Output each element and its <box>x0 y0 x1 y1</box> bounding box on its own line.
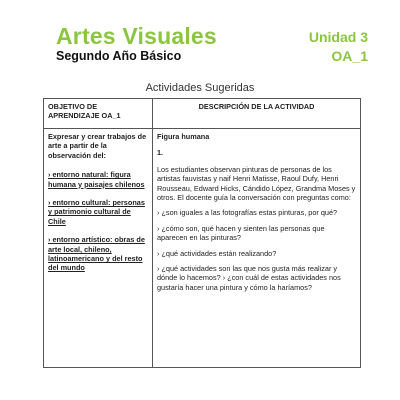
activity-question: › ¿cómo son, qué hacen y sienten las personas que aparecen en las pinturas? <box>157 223 325 243</box>
section-title: Actividades Sugeridas <box>145 82 255 94</box>
objective-intro: Expresar y crear trabajos de arte a partir de la observación del: <box>48 132 147 160</box>
unit-label: Unidad 3 <box>308 29 368 45</box>
oa-label: OA_1 <box>331 48 368 64</box>
activity-table <box>43 98 361 368</box>
table-row <box>44 129 361 368</box>
description-column-header: DESCRIPCIÓN DE LA ACTIVIDAD <box>153 99 361 129</box>
activity-question: › ¿qué actividades son las que nos gusta más realizar y dónde lo hacemos? › ¿con cuál de estas actividades nos gustaría hacer una pintura y cómo la haríamos? <box>157 264 341 292</box>
activity-title: Figura humana <box>157 132 210 141</box>
page-subtitle: Segundo Año Básico <box>56 49 182 63</box>
page-header <box>56 24 368 64</box>
activity-question: › ¿son iguales a las fotografías estas pinturas, por qué? <box>157 208 338 218</box>
objective-item[interactable] <box>48 170 148 189</box>
objective-item[interactable] <box>48 235 148 273</box>
objective-cell <box>44 129 153 368</box>
table-header-row <box>44 99 361 129</box>
objective-item-label[interactable]: › entorno artístico: obras de arte local, chileno, latinoamericano y del resto del mundo <box>48 235 145 273</box>
description-cell <box>153 129 361 368</box>
objective-item[interactable] <box>48 198 148 226</box>
objective-item-label[interactable]: › entorno natural: figura humana y paisajes chilenos <box>48 170 145 189</box>
objective-item-label[interactable]: › entorno cultural: personas y patrimonio cultural de Chile <box>48 198 145 226</box>
activity-paragraph: Los estudiantes observan pinturas de personas de los artistas fauvistas y naif Henri Matisse, Raoul Dufy, Henri Rousseau, Edward Hicks, Cándido López, Grandma Moses y otros. El docente guía la conversación con preguntas como: <box>157 164 356 203</box>
activity-question: › ¿qué actividades están realizando? <box>157 248 277 258</box>
page-title: Artes Visuales <box>56 23 217 49</box>
objective-column-header: OBJETIVO DE APRENDIZAJE OA_1 <box>44 99 153 129</box>
activity-number: 1. <box>157 148 164 158</box>
